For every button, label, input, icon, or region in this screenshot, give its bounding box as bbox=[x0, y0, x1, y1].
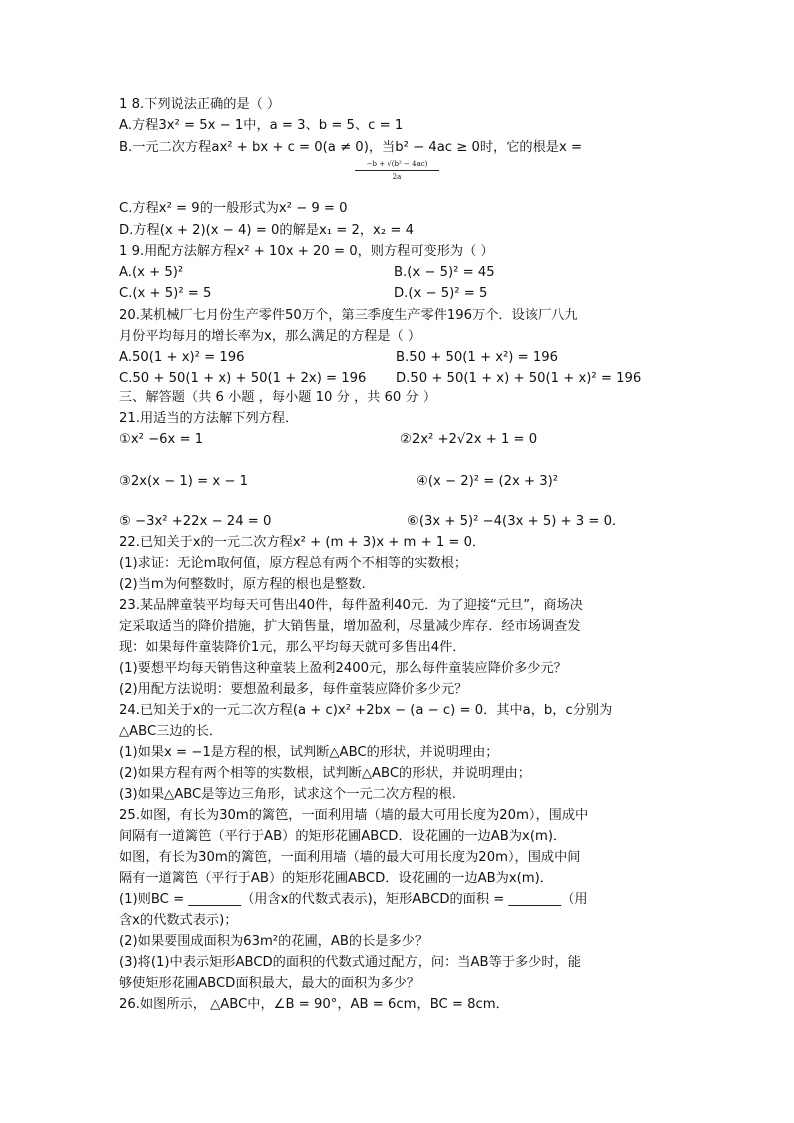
q19-option-a: A.(x + 5)² bbox=[119, 265, 184, 280]
q18-stem: 1 8.下列说法正确的是（ ） bbox=[119, 97, 281, 112]
q23-part-2: (2)用配方法说明：要想盈利最多，每件童装应降价多少元？ bbox=[119, 682, 468, 697]
q19-stem: 1 9.用配方法解方程x² + 10x + 20 = 0，则方程可变形为（ ） bbox=[119, 244, 494, 259]
q21-equation-3: ③2x(x − 1) = x − 1 bbox=[119, 474, 248, 489]
q18-option-c: C.方程x² = 9的一般形式为x² − 9 = 0 bbox=[119, 201, 348, 216]
q25-line-4: 隔有一道篱笆（平行于AB）的矩形花圃ABCD．设花圃的一边AB为x(m)． bbox=[119, 871, 553, 886]
q22-part-2: (2)当m为何整数时，原方程的根也是整数. bbox=[119, 577, 366, 592]
q24-line-1: 24.已知关于x的一元二次方程(a + c)x² +2bx − (a − c) = 0．其中a，b，c分别为 bbox=[119, 703, 613, 718]
q20-option-d: D.50 + 50(1 + x) + 50(1 + x)² = 196 bbox=[396, 371, 642, 386]
q24-part-1: (1)如果x = −1是方程的根，试判断△ABC的形状，并说明理由； bbox=[119, 745, 499, 760]
q19-option-b: B.(x − 5)² = 45 bbox=[394, 265, 495, 280]
q24-line-2: △ABC三边的长． bbox=[119, 724, 223, 739]
q25-part-3b: 够使矩形花圃ABCD面积最大，最大的面积为多少？ bbox=[119, 976, 420, 991]
q25-line-1: 25.如图，有长为30m的篱笆，一面利用墙（墙的最大可用长度为20m），围成中 bbox=[119, 808, 589, 823]
q20-option-c: C.50 + 50(1 + x) + 50(1 + 2x) = 196 bbox=[119, 371, 367, 386]
q23-part-1: (1)要想平均每天销售这种童装上盈利2400元，那么每件童装应降价多少元？ bbox=[119, 661, 567, 676]
q23-line-2: 定采取适当的降价措施，扩大销售量，增加盈利，尽量减少库存．经市场调查发 bbox=[119, 619, 581, 634]
q24-part-3: (3)如果△ABC是等边三角形，试求这个一元二次方程的根. bbox=[119, 787, 456, 802]
q24-part-2: (2)如果方程有两个相等的实数根，试判断△ABC的形状，并说明理由； bbox=[119, 766, 531, 781]
q19-option-d: D.(x − 5)² = 5 bbox=[394, 286, 488, 301]
q21-stem: 21.用适当的方法解下列方程． bbox=[119, 411, 299, 426]
q25-part-3a: (3)将(1)中表示矩形ABCD的面积的代数式通过配方，问：当AB等于多少时，能 bbox=[119, 955, 581, 970]
q21-equation-6: ⑥(3x + 5)² −4(3x + 5) + 3 = 0. bbox=[407, 514, 617, 529]
q21-equation-5: ⑤ −3x² +22x − 24 = 0 bbox=[119, 514, 272, 529]
q25-line-2: 间隔有一道篱笆（平行于AB）的矩形花圃ABCD．设花圃的一边AB为x(m)． bbox=[119, 829, 567, 844]
q20-option-a: A.50(1 + x)² = 196 bbox=[119, 350, 245, 365]
q19-option-c: C.(x + 5)² = 5 bbox=[119, 286, 212, 301]
section-3-heading: 三、解答题（共 6 小题 ，每小题 10 分 ，共 60 分 ） bbox=[119, 390, 437, 405]
q25-part-1a: (1)则BC = ________（用含x的代数式表示)，矩形ABCD的面积 = ________（用 bbox=[119, 892, 588, 907]
q18-option-a: A.方程3x² = 5x − 1中，a = 3、b = 5、c = 1 bbox=[119, 118, 404, 133]
root-formula-fraction bbox=[355, 160, 439, 182]
fraction-numerator: −b + √(b² − 4ac) bbox=[355, 160, 439, 171]
q20-stem-line2: 月份平均每月的增长率为x，那么满足的方程是（ ） bbox=[119, 329, 422, 344]
q20-option-b: B.50 + 50(1 + x²) = 196 bbox=[396, 350, 559, 365]
q25-line-3: 如图，有长为30m的篱笆，一面利用墙（墙的最大可用长度为20m），围成中间 bbox=[119, 850, 581, 865]
q26-stem: 26.如图所示， △ABC中，∠B = 90°，AB = 6cm，BC = 8cm． bbox=[119, 997, 509, 1012]
q18-option-d: D.方程(x + 2)(x − 4) = 0的解是x₁ = 2，x₂ = 4 bbox=[119, 223, 414, 238]
q21-equation-4: ④(x − 2)² = (2x + 3)² bbox=[416, 474, 559, 489]
q22-stem: 22.已知关于x的一元二次方程x² + (m + 3)x + m + 1 = 0． bbox=[119, 535, 486, 550]
q21-equation-1: ①x² −6x = 1 bbox=[119, 432, 204, 447]
q21-equation-2: ②2x² +2√2x + 1 = 0 bbox=[400, 432, 538, 447]
q18-option-b: B.一元二次方程ax² + bx + c = 0(a ≠ 0)，当b² − 4ac ≥ 0时，它的根是x = bbox=[119, 140, 583, 155]
q23-line-3: 现：如果每件童装降价1元，那么平均每天就可多售出4件． bbox=[119, 640, 466, 655]
q25-part-1b: 含x的代数式表示)； bbox=[119, 913, 238, 928]
fraction-denominator: 2a bbox=[392, 173, 402, 181]
q23-line-1: 23.某品牌童装平均每天可售出40件，每件盈利40元．为了迎接“元旦”，商场决 bbox=[119, 598, 583, 613]
q22-part-1: (1)求证：无论m取何值，原方程总有两个不相等的实数根； bbox=[119, 556, 468, 571]
q20-stem-line1: 20.某机械厂七月份生产零件50万个，第三季度生产零件196万个．设该厂八九 bbox=[119, 308, 578, 323]
q25-part-2: (2)如果要围成面积为63m²的花圃，AB的长是多少？ bbox=[119, 934, 429, 949]
